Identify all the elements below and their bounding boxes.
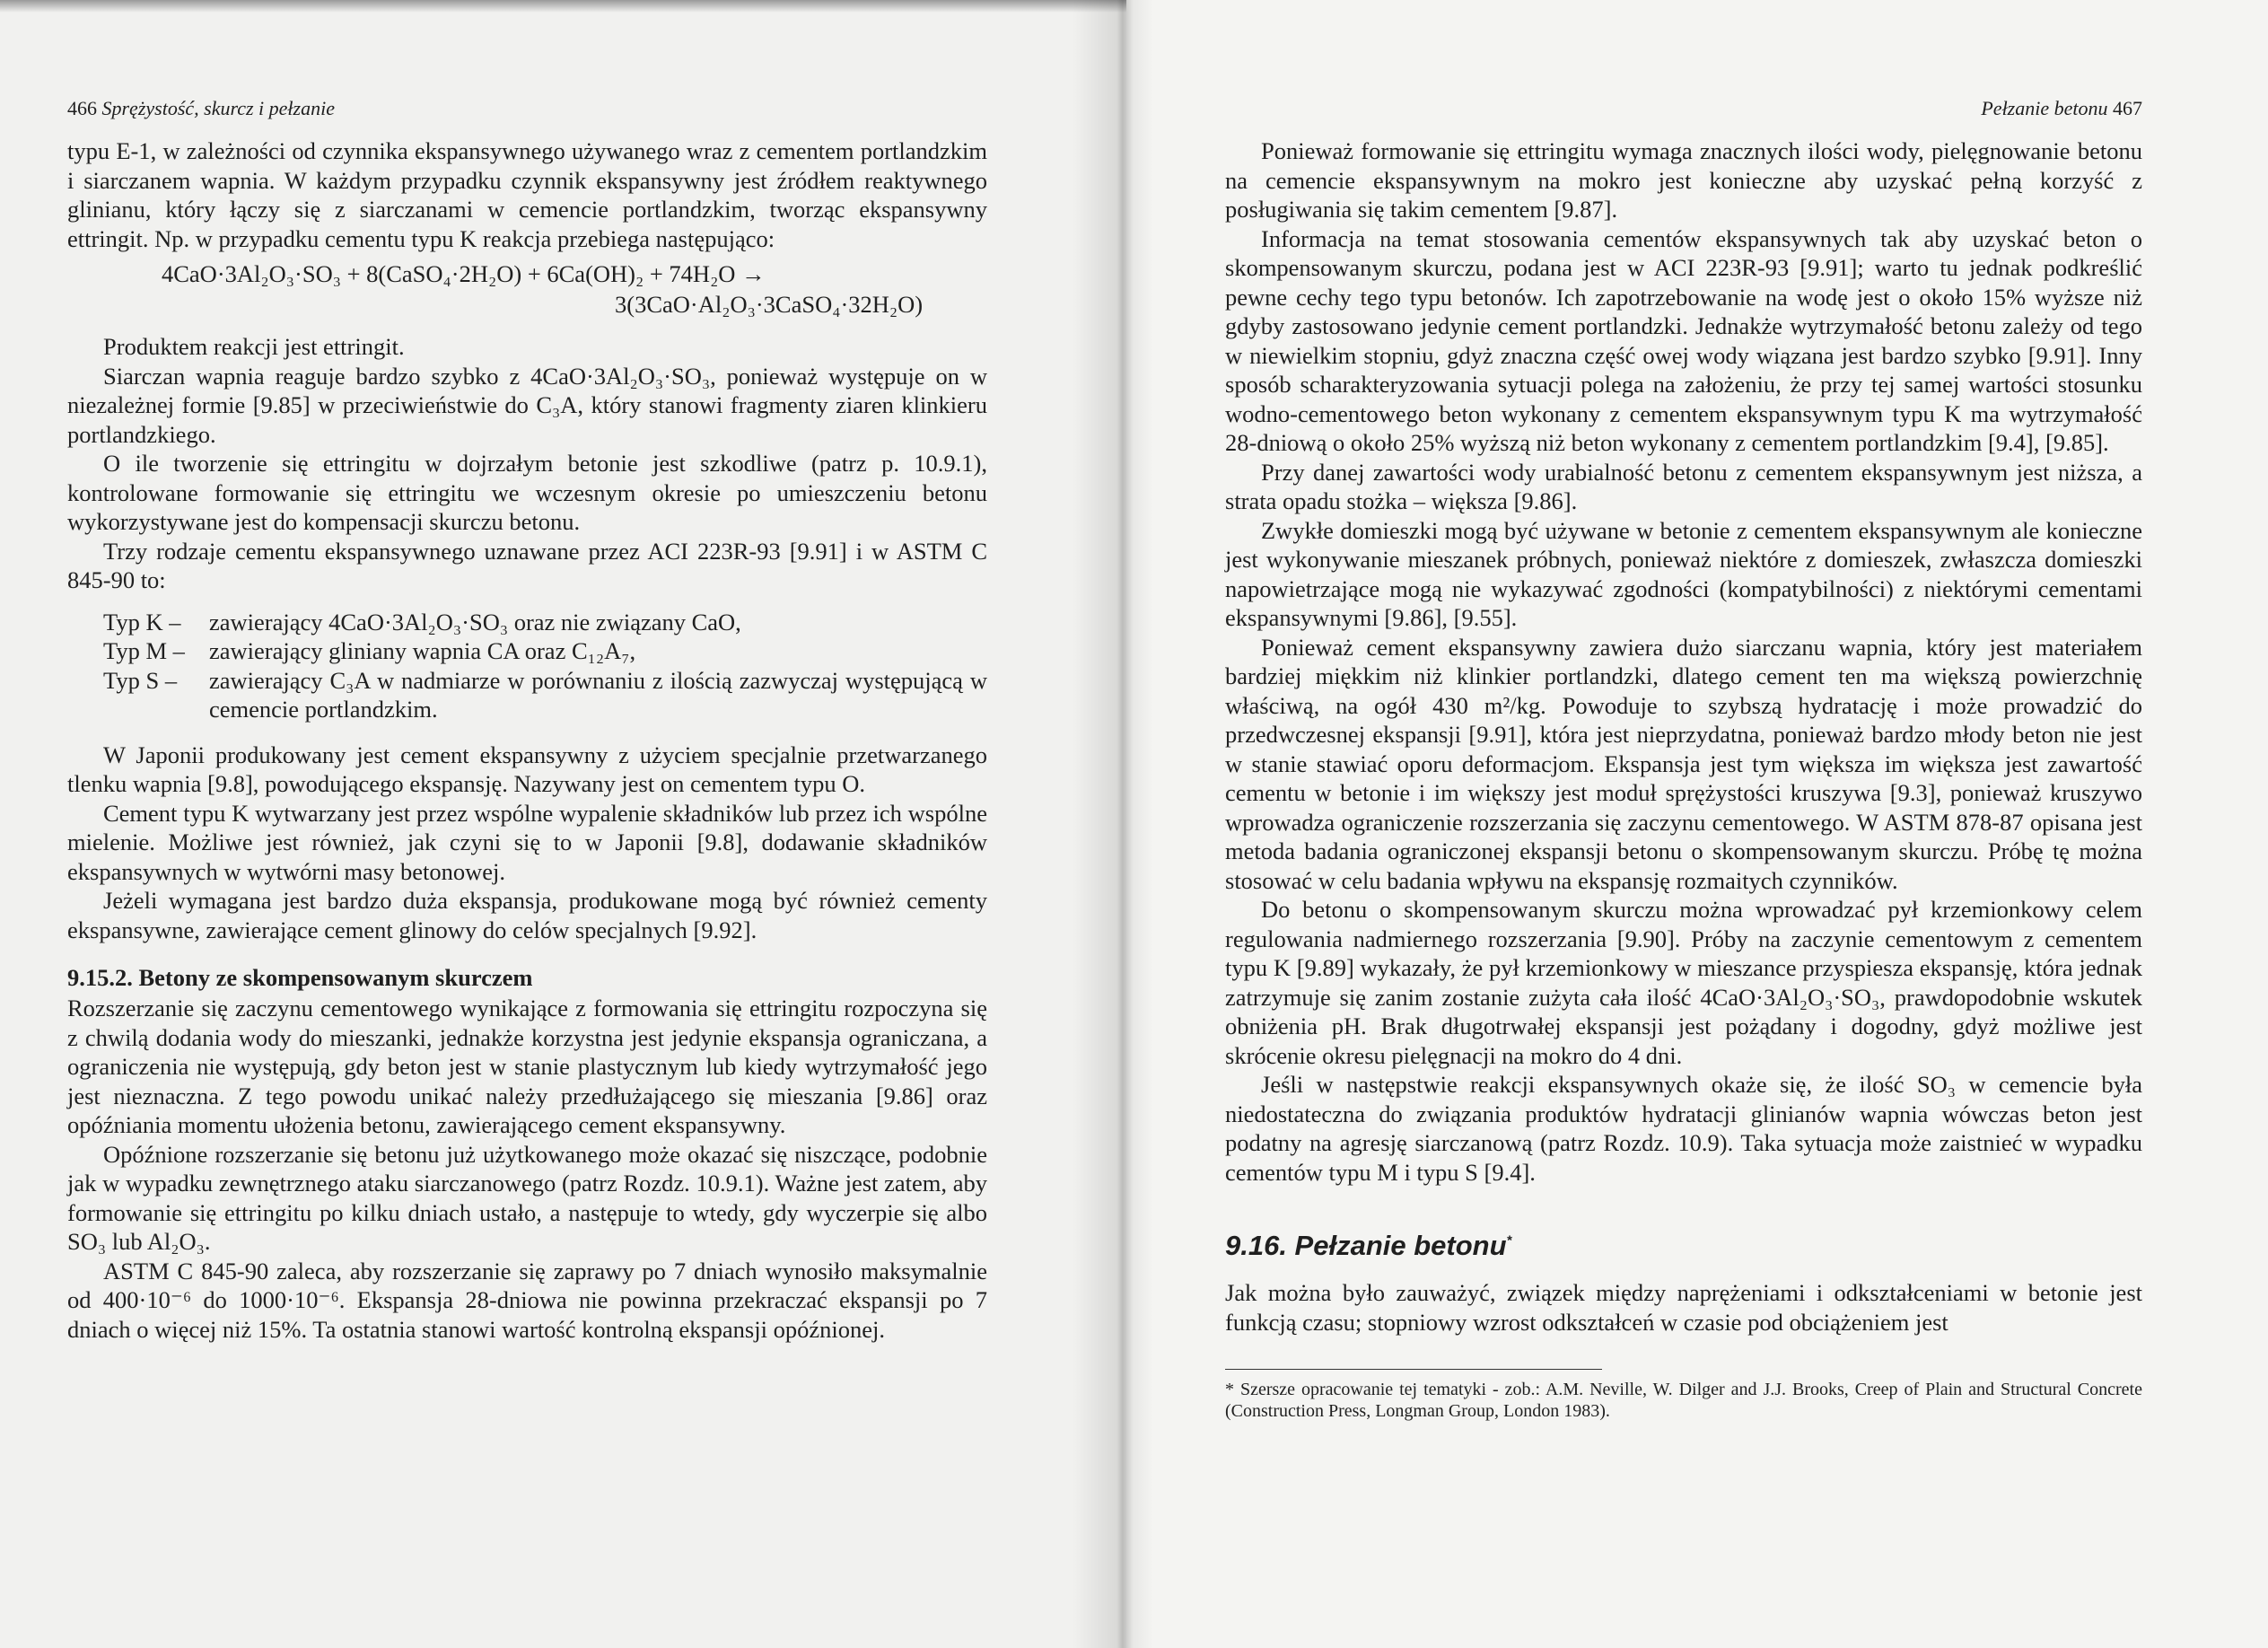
section-heading: 9.15.2. Betony ze skompensowanym skurczem (67, 964, 533, 991)
type-description: zawierający C₃A w nadmiarze w porównaniu z ilością zazwyczaj występującą w cemencie portlandzkim. (209, 666, 987, 723)
paragraph: Do betonu o skompensowanym skurczu można wprowadzać pył krzemionkowy celem regulowania nadmiernego rozszerzania [9.90]. Próby na zaczynie cementowym z cementem typu K [9.89] wykazały, że pył krzemionkowy w mieszance przyspiesza ekspansję, która jednak zatrzymuje się zanim zostanie zużyta cała ilość 4CaO·3Al₂O₃·SO₃, prawdopodobnie wskutek obniżenia pH. Brak długotrwałej ekspansji jest pożądany i dogodny, gdyż możliwe jest skrócenie okresu pielęgnacji na mokro do 4 dni. (1225, 896, 2142, 1069)
paragraph: Cement typu K wytwarzany jest przez wspólne wypalenie składników lub przez ich wspólne mielenie. Możliwe jest również, jak czyni się to w Japonii [9.8], dodawanie składników ekspansywnych w wytwórni masy betonowej. (67, 799, 987, 885)
paragraph: Jak można było zauważyć, związek między naprężeniami i odkształceniami w betonie jest funkcją czasu; stopniowy wzrost odkształceń w czasie pod obciążeniem jest (1225, 1279, 2142, 1336)
paragraph: Trzy rodzaje cementu ekspansywnego uznawane przez ACI 223R-93 [9.91] i w ASTM C 845-90 to: (67, 537, 987, 593)
paragraph: Rozszerzanie się zaczynu cementowego wynikające z formowania się ettringitu rozpoczyna się z chwilą dodania wody do mieszanki, jednakże korzystna jest jedynie ekspansja ograniczana, a ograniczenia nie występują, gdy beton jest w stanie plastycznym lub kiedy wytrzymałość jego jest nieznaczna. Z tego powodu unikać należy przedłużającego się mieszania [9.86] oraz opóźniania momentu ułożenia betonu, zawierającego cement ekspansywny. (67, 995, 987, 1138)
cement-types-list (103, 608, 987, 724)
right-page-number: 467 (2113, 97, 2142, 119)
type-description: zawierający 4CaO·3Al₂O₃·SO₃ oraz nie związany CaO, (209, 608, 741, 636)
formula-line-2: 3(3CaO·Al₂O₃·3CaSO₄·32H₂O) (615, 291, 924, 318)
paragraph: Przy danej zawartości wody urabialność betonu z cementem ekspansywnym jest niższa, a strata opadu stożka – większa [9.86]. (1225, 458, 2142, 514)
paragraph: Produktem reakcji jest ettringit. (103, 333, 405, 360)
left-page (0, 0, 1126, 1648)
right-running-title: Pełzanie betonu (1981, 97, 2108, 119)
formula-line-1: 4CaO·3Al₂O₃·SO₃ + 8(CaSO₄·2H₂O) + 6Ca(OH)₂ + 74H₂O → (162, 260, 766, 287)
paragraph: typu E-1, w zależności od czynnika ekspansywnego używanego wraz z cementem portlandzkim i siarczanem wapnia. W każdym przypadku czynnik ekspansywny jest źródłem reaktywnego glinianu, który łączy się z siarczanami w cemencie portlandzkim, tworząc ekspansywny ettringit. Np. w przypadku cementu typu K reakcja przebiega następująco: (67, 137, 987, 252)
paragraph: Siarczan wapnia reaguje bardzo szybko z 4CaO·3Al₂O₃·SO₃, ponieważ występuje on w niezależnej formie [9.85] w przeciwieństwie do C₃A, który stanowi fragmenty ziaren klinkieru portlandzkiego. (67, 362, 987, 448)
paragraph: Jeżeli wymagana jest bardzo duża ekspansja, produkowane mogą być również cementy ekspansywne, zawierające cement glinowy do celów specjalnych [9.92]. (67, 887, 987, 943)
list-item (103, 666, 987, 724)
paragraph: Ponieważ formowanie się ettringitu wymaga znacznych ilości wody, pielęgnowanie betonu na cemencie ekspansywnym na mokro jest konieczne aby uzyskać pełną korzyść z posługiwania się takim cementem [9.87]. (1225, 137, 2142, 223)
footnote: * Szersze opracowanie tej tematyki - zob.: A.M. Neville, W. Dilger and J.J. Brooks, Creep of Plain and Structural Concrete (Construction Press, Longman Group, London 1983). (1225, 1380, 2142, 1421)
paragraph: Ponieważ cement ekspansywny zawiera dużo siarczanu wapnia, który jest materiałem bardziej miękkim niż klinkier portlandzki, dlatego cement ten ma większą powierzchnię właściwą, na ogół 430 m²/kg. Powoduje to szybszą hydratację i może prowadzić do przedwczesnej ekspansji [9.91], która jest nieprzydatna, ponieważ bardzo młody beton nie jest w stanie stawiać oporu deformacjom. Ekspansja jest tym większa im większa jest zawartość cementu w betonie i im większy jest moduł sprężystości kruszywa [9.3], ponieważ kruszywo wprowadza ograniczenie rozszerzania się zaczynu cementowego. W ASTM 878-87 opisana jest metoda badania ograniczonej ekspansji betonu o skompensowanym skurczu. Próbę tę można stosować w celu badania wpływu na ekspansję rozmaitych czynników. (1225, 633, 2142, 894)
paragraph: W Japonii produkowany jest cement ekspansywny z użyciem specjalnie przetwarzanego tlenku wapnia [9.8], powodującego ekspansję. Nazywany jest on cementem typu O. (67, 741, 987, 797)
footnote-divider (1225, 1369, 1602, 1370)
type-label: Typ S – (103, 666, 178, 694)
left-running-head (67, 97, 987, 120)
paragraph: Jeśli w następstwie reakcji ekspansywnych okaże się, że ilość SO₃ w cemencie była niedostateczna do związania produktów hydratacji glinianów wapnia wówczas beton jest podatny na agresję siarczanową (patrz Rozdz. 10.9). Taka sytuacja może zaistnieć w wypadku cementów typu M i typu S [9.4]. (1225, 1071, 2142, 1186)
list-item (103, 608, 987, 637)
left-running-title: Sprężystość, skurcz i pełzanie (101, 97, 335, 119)
paragraph: Zwykłe domieszki mogą być używane w betonie z cementem ekspansywnym ale konieczne jest wykonywanie mieszanek próbnych, ponieważ niektóre z domieszek, zwłaszcza domieszki napowietrzające mogą nie wykazywać zgodności (kompatybilności) z niektórymi cementami ekspansywnymi [9.86], [9.55]. (1225, 516, 2142, 631)
footnote-mark: * (1506, 1232, 1512, 1249)
paragraph: Opóźnione rozszerzanie się betonu już użytkowanego może okazać się niszczące, podobnie jak w wypadku zewnętrznego ataku siarczanowego (patrz Rozdz. 10.9.1). Ważne jest zatem, aby formowanie się ettringitu po kilku dniach ustało, a następuje to wtedy, gdy wyczerpie się albo SO₃ lub Al₂O₃. (67, 1140, 987, 1255)
paragraph: ASTM C 845-90 zaleca, aby rozszerzanie się zaprawy po 7 dniach wynosiło maksymalnie od 400·10⁻⁶ do 1000·10⁻⁶. Ekspansja 28-dniowa nie powinna przekraczać ekspansji po 7 dniach o więcej niż 15%. Ta ostatnia stanowi wartość kontrolną ekspansji opóźnionej. (67, 1257, 987, 1343)
scan-edge-shadow (0, 0, 1126, 13)
paragraph: Informacja na temat stosowania cementów ekspansywnych tak aby uzyskać beton o skompensowanym skurczu, podana jest w ACI 223R-93 [9.91]; warto tu jednak podkreślić pewne cechy tego typu betonów. Ich zapotrzebowanie na wodę jest o około 15% wyższe niż gdyby zastosowano jedynie cement portlandzki. Jednakże wytrzymałość betonu zależy od tego w niewielkim stopniu, gdyż znaczna część owej wody wiązana jest bardzo szybko [9.91]. Inny sposób scharakteryzowania sytuacji polega na założeniu, że przy tej samej wartości stosunku wodno-cementowego beton wykonany z cementem ekspansywnym typu K ma wytrzymałość 28-dniową o około 25% wyższą niż beton wykonany z cementem portlandzkim [9.4], [9.85]. (1225, 224, 2142, 456)
reaction-formula (67, 259, 987, 320)
type-label: Typ M – (103, 637, 185, 664)
right-page (1126, 0, 2268, 1648)
list-item (103, 636, 987, 666)
paragraph: O ile tworzenie się ettringitu w dojrzałym betonie jest szkodliwe (patrz p. 10.9.1), kontrolowane formowanie się ettringitu we wczesnym okresie po umieszczeniu betonu wykorzystywane jest do kompensacji skurczu betonu. (67, 450, 987, 535)
heading-text: 9.16. Pełzanie betonu (1225, 1230, 1507, 1261)
left-page-number: 466 (67, 97, 97, 119)
type-label: Typ K – (103, 608, 181, 636)
right-running-head (1225, 97, 2142, 120)
type-description: zawierający gliniany wapnia CA oraz C₁₂A₇, (209, 637, 636, 664)
chapter-section-heading (1225, 1230, 2142, 1262)
